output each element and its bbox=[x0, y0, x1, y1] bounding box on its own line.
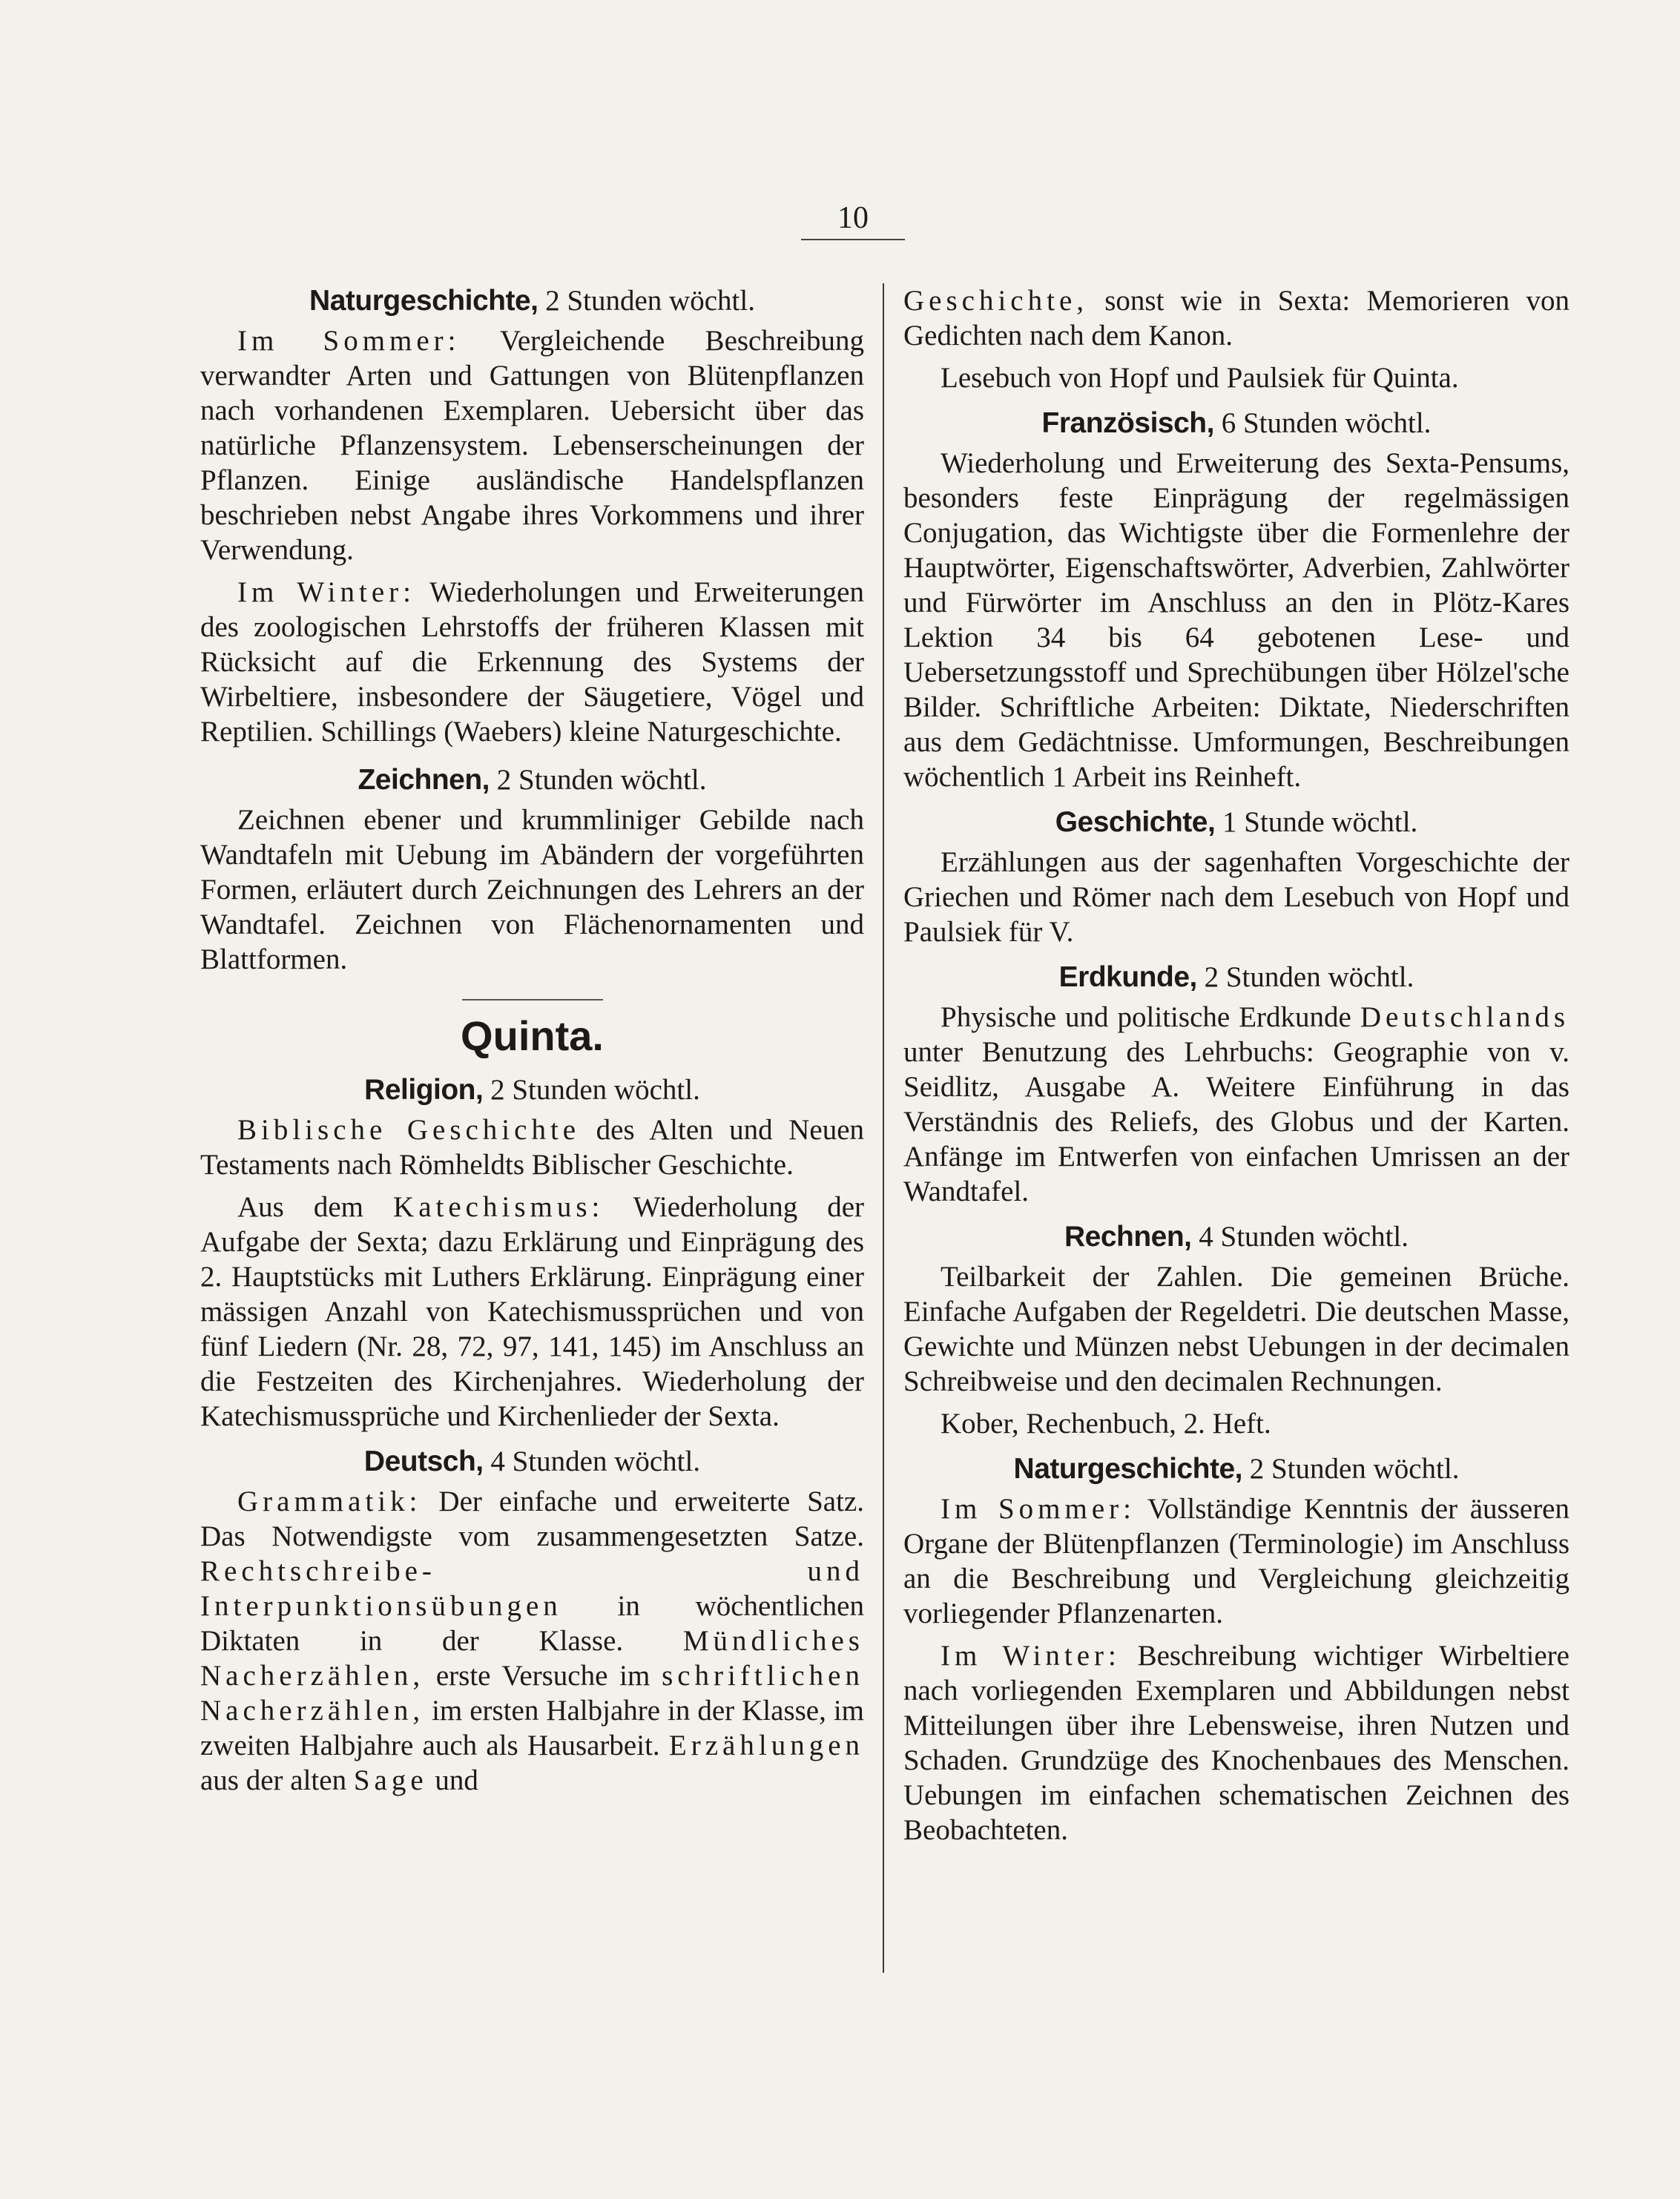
column-divider bbox=[883, 283, 884, 1973]
paragraph-erdkunde bbox=[903, 1000, 1569, 1209]
text-erdkunde-a: Physische und politische Erdkunde bbox=[941, 1001, 1351, 1033]
paragraph-lesebuch: Lesebuch von Hopf und Paulsiek für Quinta. bbox=[941, 362, 1459, 394]
text-katechismus: Wiederholung der Aufgabe der Sexta; dazu Erklärung und Einprägung des 2. Hauptstücks mit Luthers Erklärung. Einprägung einer mässigen Anzahl von Katechismussprüchen und von fünf Liedern (Nr. 28, 72, 97, 141, 145) im Anschluss an die Festzeiten des Kirchenjahres. Wiederholung der Katechismussprüche und Kirchenlieder der Sexta. bbox=[200, 1191, 865, 1432]
text-rechtschreibe: in wöchentlichen Diktaten in der Klasse. bbox=[200, 1590, 864, 1657]
paragraph-sommer-right bbox=[903, 1491, 1569, 1631]
subject-title: Zeichnen, bbox=[358, 764, 490, 796]
subject-hours: 1 Stunde wöchtl. bbox=[1222, 806, 1418, 838]
label-katechismus: Katechismus: bbox=[393, 1191, 605, 1223]
text-erzaehlungen: aus der alten bbox=[200, 1764, 347, 1796]
text-winter: Wiederholungen und Erweiterungen des zoologischen Lehrstoffs der früheren Klassen mit Rücksicht auf die Erkennung des Systems der Wirbeltiere, insbesondere der Säugetiere, Vögel und Reptilien. Schillings (Waebers) kleine Naturgeschichte. bbox=[200, 576, 864, 748]
paragraph-winter bbox=[200, 575, 864, 749]
text-sommer: Vergleichende Beschreibung verwandter Arten und Gattungen von Blütenpflanzen nach vorhandenen Exemplaren. Uebersicht über das natürliche Pflanzensystem. Lebenserscheinungen der Pflanzen. Einige ausländische Handelspflanzen beschrieben nebst Angabe ihres Vorkommens und ihrer Verwendung. bbox=[200, 325, 864, 566]
label-geschichte: Geschichte, bbox=[903, 285, 1089, 317]
label-erzaehlungen: Erzählungen bbox=[668, 1730, 864, 1761]
label-winter: Im Winter: bbox=[237, 576, 415, 608]
subject-title: Französisch, bbox=[1041, 407, 1214, 439]
subject-title: Rechnen, bbox=[1064, 1221, 1192, 1253]
subject-hours: 2 Stunden wöchtl. bbox=[490, 1074, 700, 1106]
subject-title: Naturgeschichte, bbox=[1013, 1453, 1242, 1485]
heading-naturgeschichte bbox=[200, 283, 864, 318]
heading-erdkunde bbox=[903, 960, 1569, 995]
label-muendlich: Mündliches Nacherzählen, bbox=[200, 1625, 864, 1692]
paragraph-deutsch bbox=[200, 1484, 864, 1798]
label-sage: Sage bbox=[353, 1764, 428, 1796]
subject-title: Deutsch, bbox=[363, 1445, 484, 1477]
class-title: Quinta. bbox=[461, 1012, 604, 1059]
text-grammatik: Der einfache und erweiterte Satz. Das Notwendigste vom zusammengesetzten Satze. bbox=[200, 1486, 864, 1552]
text-katechismus-prefix: Aus dem bbox=[237, 1191, 364, 1223]
paragraph-winter-right bbox=[903, 1638, 1569, 1847]
heading-geschichte bbox=[903, 805, 1569, 840]
text-biblische: des Alten und Neuen Testaments nach Römheldts Biblischer Geschichte. bbox=[200, 1114, 864, 1181]
label-rechtschreibe: Rechtschreibe- und Interpunktionsübungen bbox=[200, 1555, 864, 1622]
subject-title: Geschichte, bbox=[1055, 806, 1216, 838]
text-muendlich-a: erste Versuche im bbox=[435, 1660, 650, 1692]
left-column bbox=[200, 283, 864, 1805]
heading-naturgeschichte-right bbox=[903, 1451, 1569, 1486]
label-winter: Im Winter: bbox=[941, 1640, 1121, 1672]
label-grammatik: Grammatik: bbox=[237, 1486, 422, 1517]
subject-hours: 4 Stunden wöchtl. bbox=[490, 1445, 701, 1477]
paragraph-geschichte: Erzählungen aus der sagenhaften Vorgeschichte der Griechen und Römer nach dem Lesebuch von Hopf und Paulsiek für V. bbox=[903, 846, 1569, 948]
label-biblische: Biblische Geschichte bbox=[237, 1114, 581, 1146]
heading-religion bbox=[200, 1072, 864, 1107]
heading-zeichnen bbox=[200, 762, 864, 797]
paragraph-katechismus bbox=[200, 1190, 864, 1434]
label-sommer: Im Sommer: bbox=[237, 325, 461, 357]
paragraph-biblische bbox=[200, 1112, 864, 1182]
subject-title: Naturgeschichte, bbox=[309, 285, 538, 317]
subject-hours: 2 Stunden wöchtl. bbox=[545, 285, 755, 317]
subject-title: Religion, bbox=[364, 1074, 484, 1106]
paragraph-franzoesisch: Wiederholung und Erweiterung des Sexta-Pensums, besonders feste Einprägung der regelmässigen Conjugation, das Wichtigste über die Formenlehre der Hauptwörter, Eigenschaftswörter, Adverbien, Zahlwörter und Fürwörter im Anschluss an den in Plötz-Kares Lektion 34 bis 64 gebotenen Lese- und Uebersetzungsstoff und Sprechübungen über Hölzel'sche Bilder. Schriftliche Arbeiten: Diktate, Niederschriften aus dem Gedächtnisse. Umformungen, Beschreibungen wöchentlich 1 Arbeit ins Reinheft. bbox=[903, 447, 1569, 793]
paragraph-geschichte-cont bbox=[903, 283, 1569, 353]
subject-hours: 4 Stunden wöchtl. bbox=[1199, 1221, 1409, 1253]
heading-rechnen bbox=[903, 1219, 1569, 1254]
heading-deutsch bbox=[200, 1444, 864, 1479]
heading-franzoesisch bbox=[903, 406, 1569, 441]
paragraph-sommer bbox=[200, 323, 864, 567]
subject-hours: 6 Stunden wöchtl. bbox=[1221, 407, 1432, 439]
paragraph-rechnen: Teilbarkeit der Zahlen. Die gemeinen Brüche. Einfache Aufgaben der Regeldetri. Die deutschen Masse, Gewichte und Münzen nebst Uebungen in der decimalen Schreibweise und den decimalen Rechnungen. bbox=[903, 1261, 1569, 1397]
label-deutschlands: Deutschlands bbox=[1360, 1001, 1569, 1033]
subject-hours: 2 Stunden wöchtl. bbox=[1204, 961, 1414, 993]
right-column bbox=[903, 283, 1569, 1855]
text-winter: Beschreibung wichtiger Wirbeltiere nach vorliegenden Exemplaren und Abbildungen nebst Mitteilungen über ihre Lebensweise, ihren Nutzen und Schaden. Grundzüge des Knochenbaues des Menschen. Uebungen im einfachen schematischen Zeichnen des Beobachteten. bbox=[903, 1640, 1569, 1846]
paragraph-zeichnen: Zeichnen ebener und krummliniger Gebilde nach Wandtafeln mit Uebung im Abändern der vorgeführten Formen, erläutert durch Zeichnungen des Lehrers an der Wandtafel. Zeichnen von Flächenornamenten und Blattformen. bbox=[200, 804, 864, 975]
subject-hours: 2 Stunden wöchtl. bbox=[496, 764, 707, 796]
paragraph-rechenbuch: Kober, Rechenbuch, 2. Heft. bbox=[941, 1408, 1271, 1440]
label-schriftlich: schriftlichen Nacherzählen, bbox=[200, 1660, 864, 1727]
text-muendlich-b: im ersten Halbjahre in der Klasse, im zweiten Halbjahre auch als Hausarbeit. bbox=[200, 1695, 865, 1761]
label-sommer: Im Sommer: bbox=[941, 1493, 1136, 1525]
section-rule bbox=[462, 999, 603, 1000]
subject-hours: 2 Stunden wöchtl. bbox=[1249, 1453, 1460, 1485]
page-number: 10 bbox=[801, 200, 905, 240]
text-sommer: Vollständige Kenntnis der äusseren Organe der Blütenpflanzen (Terminologie) im Anschluss an die Beschreibung und Vergleichung gleichzeitig vorliegender Pflanzenarten. bbox=[903, 1493, 1569, 1629]
text-und: und bbox=[435, 1764, 478, 1796]
text-erdkunde-b: unter Benutzung des Lehrbuchs: Geographie von v. Seidlitz, Ausgabe A. Weitere Einführung in das Verständnis des Reliefs, des Globus und der Karten. Anfänge im Entwerfen von einfachen Umrissen an der Wandtafel. bbox=[903, 1036, 1569, 1207]
text-geschichte: sonst wie in Sexta: Memorieren von Gedichten nach dem Kanon. bbox=[903, 285, 1569, 352]
subject-title: Erdkunde, bbox=[1058, 961, 1197, 993]
